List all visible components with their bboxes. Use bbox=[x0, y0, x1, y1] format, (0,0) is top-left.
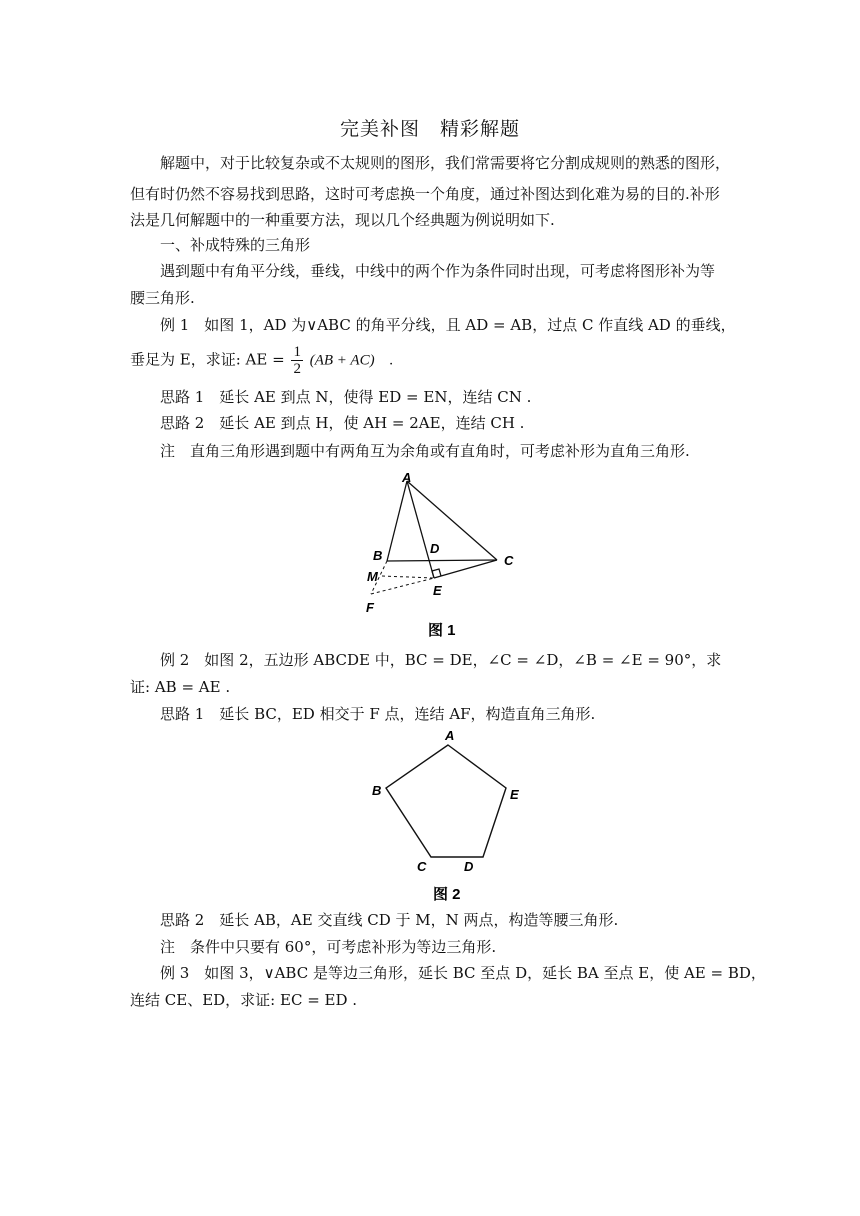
label-d: D bbox=[464, 859, 474, 874]
label-b: B bbox=[372, 783, 382, 798]
example2-line-1: 例 2 如图 2，五边形 ABCDE 中，BC = DE，∠C = ∠D，∠B = ∠E = 90°，求 bbox=[160, 651, 722, 669]
label-d: D bbox=[430, 541, 440, 556]
section-desc-line-2: 腰三角形. bbox=[130, 289, 195, 307]
example2-note: 注 条件中只要有 60°，可考虑补形为等边三角形. bbox=[160, 938, 497, 956]
page-title: 完美补图 精彩解题 bbox=[339, 118, 520, 140]
segment-ec bbox=[434, 560, 497, 578]
label-f: F bbox=[366, 600, 374, 615]
label-a: A bbox=[402, 470, 412, 485]
example1-line-1: 例 1 如图 1，AD 为∨ABC 的角平分线，且 AD = AB，过点 C 作直线 AD 的垂线， bbox=[160, 316, 736, 334]
label-e: E bbox=[510, 787, 519, 802]
label-c: C bbox=[417, 859, 427, 874]
fraction-one-half bbox=[291, 344, 303, 377]
figure-2-caption: 图 2 bbox=[433, 886, 461, 903]
dashed-fe bbox=[371, 578, 434, 594]
figure-1-caption: 图 1 bbox=[428, 622, 456, 639]
section-heading: 一、补成特殊的三角形 bbox=[160, 236, 311, 254]
example1-idea-2: 思路 2 延长 AE 到点 H，使 AH = 2AE，连结 CH . bbox=[160, 414, 525, 432]
example2-line-2: 证: AB = AE . bbox=[130, 678, 231, 696]
figure-1 bbox=[355, 468, 525, 643]
example1-line-2-suffix: (AB + AC) . bbox=[309, 352, 394, 369]
intro-line-2: 但有时仍然不容易找到思路，这时可考虑换一个角度，通过补图达到化难为易的目的.补形 bbox=[130, 185, 720, 203]
segment-ae bbox=[407, 481, 434, 578]
example1-line-2 bbox=[130, 344, 730, 377]
section-desc-line-1: 遇到题中有角平分线，垂线，中线中的两个作为条件同时出现，可考虑将图形补为等 bbox=[160, 262, 716, 280]
dashed-me bbox=[382, 576, 434, 578]
example1-line-2-prefix: 垂足为 E，求证: AE = bbox=[130, 350, 285, 369]
example1-idea-1: 思路 1 延长 AE 到点 N，使得 ED = EN，连结 CN . bbox=[160, 388, 532, 406]
intro-line-3: 法是几何解题中的一种重要方法，现以几个经典题为例说明如下. bbox=[130, 211, 555, 229]
label-c: C bbox=[504, 553, 514, 568]
example3-line-2: 连结 CE、ED，求证: EC = ED . bbox=[130, 991, 358, 1009]
label-m: M bbox=[367, 569, 378, 584]
label-a: A bbox=[445, 728, 455, 743]
segment-ab bbox=[387, 481, 407, 561]
example2-idea-2: 思路 2 延长 AB，AE 交直线 CD 于 M，N 两点，构造等腰三角形. bbox=[160, 911, 619, 929]
segment-bc bbox=[387, 560, 497, 561]
example1-note: 注 直角三角形遇到题中有两角互为余角或有直角时，可考虑补形为直角三角形. bbox=[160, 442, 690, 460]
figure-2 bbox=[362, 725, 532, 905]
label-b: B bbox=[373, 548, 383, 563]
fraction-numerator: 1 bbox=[293, 344, 301, 360]
fraction-denominator: 2 bbox=[293, 361, 301, 377]
pentagon-abcde bbox=[386, 745, 506, 857]
label-e: E bbox=[433, 583, 442, 598]
example2-idea-1: 思路 1 延长 BC，ED 相交于 F 点，连结 AF，构造直角三角形. bbox=[160, 705, 596, 723]
intro-line-1: 解题中，对于比较复杂或不太规则的图形，我们常需要将它分割成规则的熟悉的图形， bbox=[160, 154, 731, 172]
example3-line-1: 例 3 如图 3，∨ABC 是等边三角形，延长 BC 至点 D，延长 BA 至点 E，使 AE = BD， bbox=[160, 964, 766, 982]
segment-ac bbox=[407, 481, 497, 560]
